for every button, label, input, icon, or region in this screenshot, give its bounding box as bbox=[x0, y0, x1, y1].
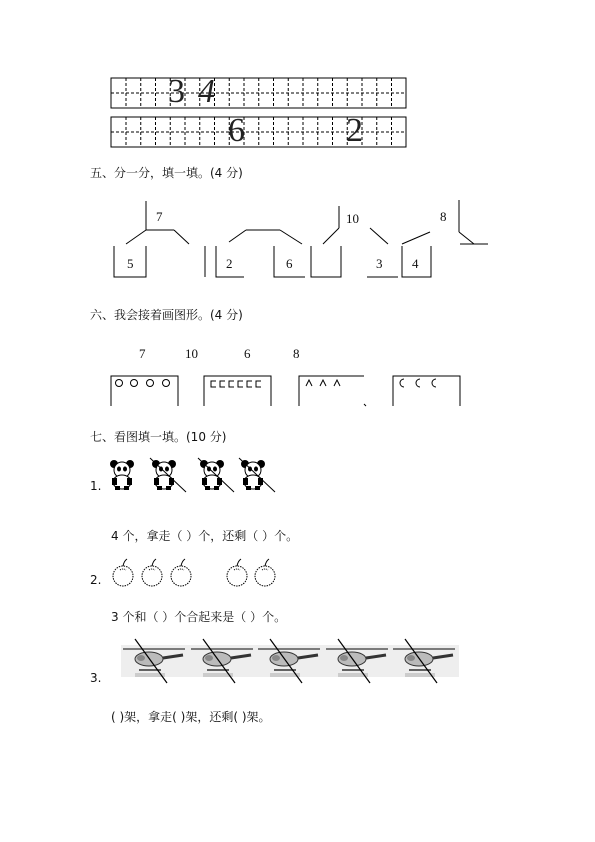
pattern-number-3: 6 bbox=[244, 346, 251, 361]
grid-digit-2: 2 bbox=[346, 112, 363, 149]
q3-number: 3. bbox=[90, 671, 102, 685]
q2-number: 2. bbox=[90, 573, 102, 587]
bond-2-right: 6 bbox=[286, 256, 293, 271]
pattern-number-2: 10 bbox=[185, 346, 198, 361]
section-7-title: 七、看图填一填。(10 分) bbox=[90, 430, 227, 444]
q3-sentence: ( )架，拿走( )架，还剩( )架。 bbox=[111, 710, 271, 724]
section-6-title: 六、我会接着画图形。(4 分) bbox=[90, 308, 243, 322]
helicopter-icon bbox=[189, 639, 257, 683]
bond-2-left: 2 bbox=[226, 256, 233, 271]
pattern-number-1: 7 bbox=[139, 346, 146, 361]
grid-digit-3: 3 bbox=[168, 73, 185, 110]
pattern-number-4: 8 bbox=[293, 346, 300, 361]
q2-sentence: 3 个和（ ）个合起来是（ ）个。 bbox=[111, 610, 287, 624]
bond-1-top: 7 bbox=[156, 209, 163, 224]
q1-number: 1. bbox=[90, 479, 102, 493]
helicopter-icon bbox=[324, 639, 392, 683]
bond-3-right: 3 bbox=[376, 256, 383, 271]
bond-4-top: 8 bbox=[440, 209, 447, 224]
q1-sentence: 4 个，拿走（ ）个，还剩（ ）个。 bbox=[111, 529, 299, 543]
helicopter-icon bbox=[256, 639, 324, 683]
bond-4-left: 4 bbox=[412, 256, 419, 271]
helicopter-icon bbox=[121, 639, 189, 683]
helicopter-icon bbox=[391, 639, 459, 683]
section-5-title: 五、分一分，填一填。(4 分) bbox=[90, 166, 243, 180]
grid-digit-6: 6 bbox=[228, 112, 245, 149]
grid-digit-4: 4 bbox=[198, 73, 215, 110]
bond-1-left: 5 bbox=[127, 256, 134, 271]
bond-3-top: 10 bbox=[346, 211, 359, 226]
